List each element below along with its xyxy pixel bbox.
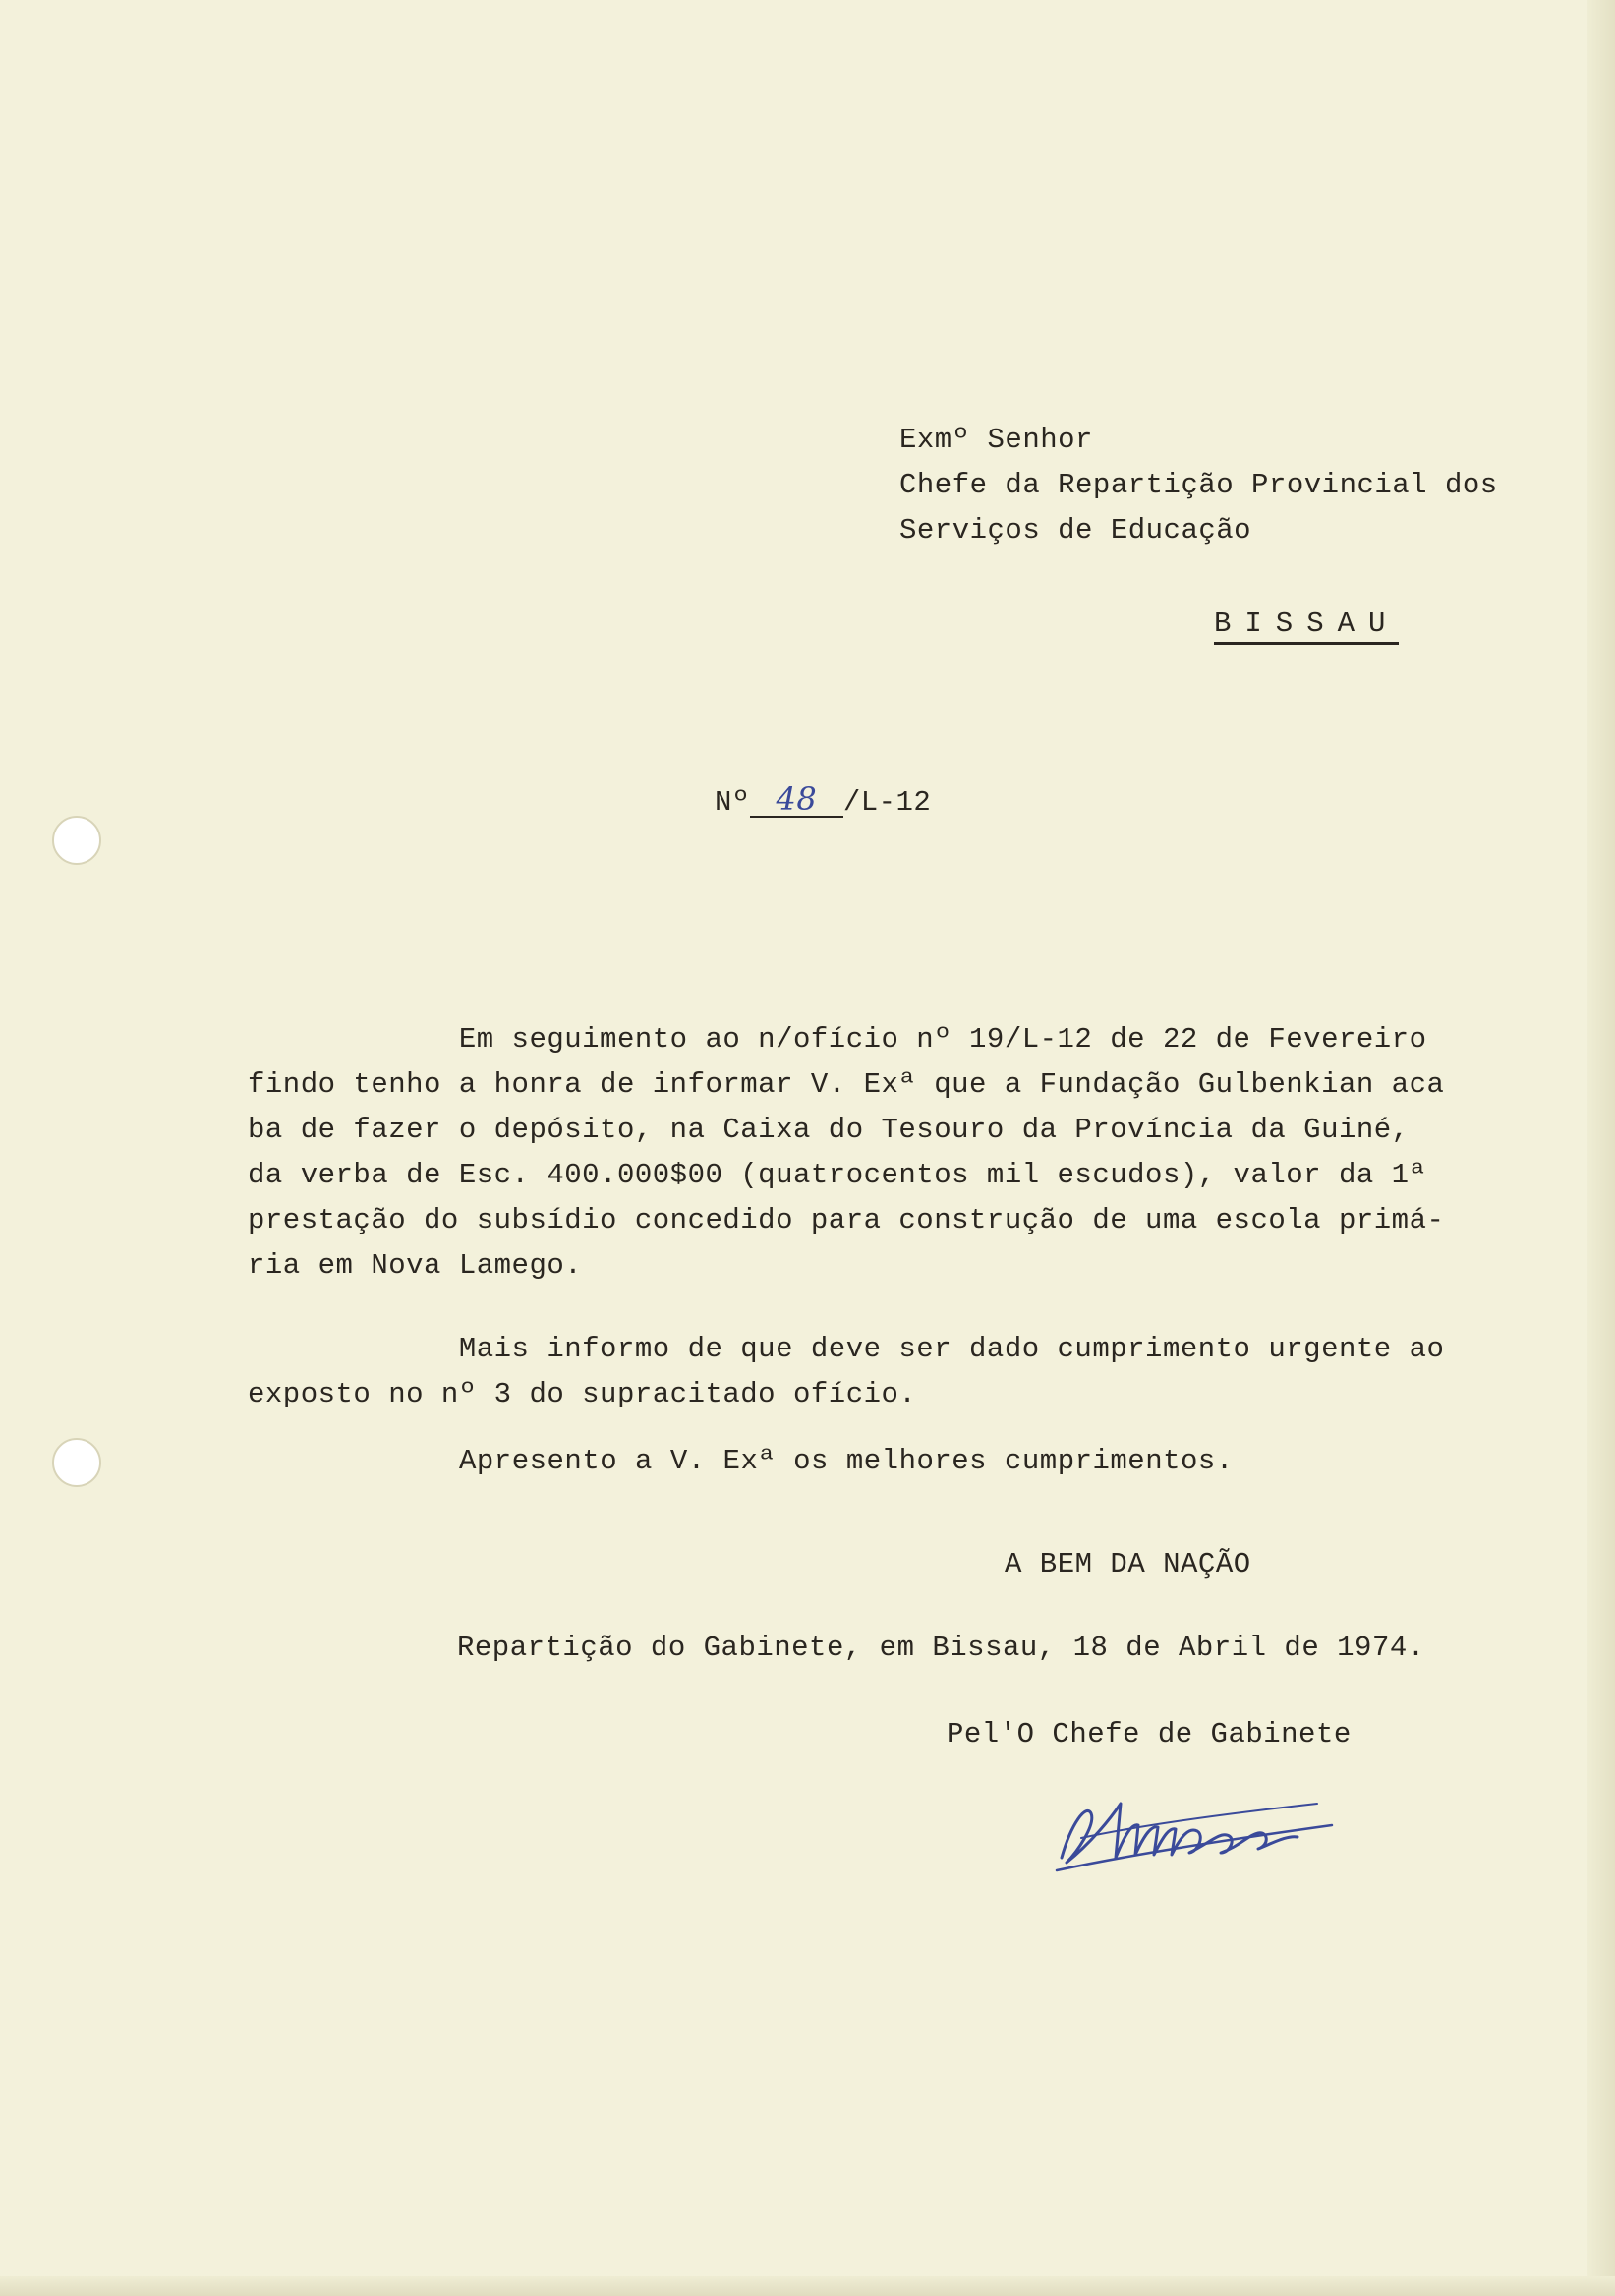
addressee-title-line1: Chefe da Repartição Provincial dos bbox=[899, 469, 1498, 501]
closing-line: Apresento a V. Exª os melhores cumprimentos. bbox=[459, 1445, 1234, 1477]
body-paragraph-2 bbox=[248, 1327, 1444, 1417]
addressee-title-line2: Serviços de Educação bbox=[899, 514, 1252, 546]
place-date: Repartição do Gabinete, em Bissau, 18 de Abril de 1974. bbox=[457, 1632, 1425, 1664]
punch-hole-bottom bbox=[52, 1438, 101, 1487]
body-line: Mais informo de que deve ser dado cumprimento urgente ao bbox=[248, 1333, 1445, 1365]
handwritten-signature bbox=[1052, 1764, 1347, 1892]
body-line: ba de fazer o depósito, na Caixa do Tesouro da Província da Guiné, bbox=[248, 1114, 1410, 1146]
addressee-salutation: Exmº Senhor bbox=[899, 424, 1093, 456]
paper-edge-right bbox=[1587, 0, 1615, 2296]
body-line: prestação do subsídio concedido para construção de uma escola primá- bbox=[248, 1204, 1445, 1236]
reference-suffix: /L-12 bbox=[842, 786, 932, 819]
body-paragraph-1 bbox=[248, 1017, 1444, 1289]
reference-prefix: Nº bbox=[715, 786, 750, 819]
body-line: ria em Nova Lamego. bbox=[248, 1249, 583, 1282]
addressee-block bbox=[899, 418, 1498, 553]
reference-number bbox=[715, 782, 931, 819]
punch-hole-top bbox=[52, 816, 101, 865]
body-line: Em seguimento ao n/ofício nº 19/L-12 de 22 de Fevereiro bbox=[248, 1023, 1427, 1056]
reference-handwritten-number: 48 bbox=[750, 782, 843, 818]
body-line: findo tenho a honra de informar V. Exª que a Fundação Gulbenkian aca bbox=[248, 1068, 1445, 1101]
motto: A BEM DA NAÇÃO bbox=[1005, 1548, 1251, 1580]
signatory-title: Pel'O Chefe de Gabinete bbox=[947, 1718, 1352, 1751]
body-line: exposto no nº 3 do supracitado ofício. bbox=[248, 1378, 917, 1410]
paper-edge-bottom bbox=[0, 2276, 1615, 2296]
addressee-city: BISSAU bbox=[1214, 607, 1399, 645]
body-line: da verba de Esc. 400.000$00 (quatrocentos mil escudos), valor da 1ª bbox=[248, 1159, 1427, 1191]
